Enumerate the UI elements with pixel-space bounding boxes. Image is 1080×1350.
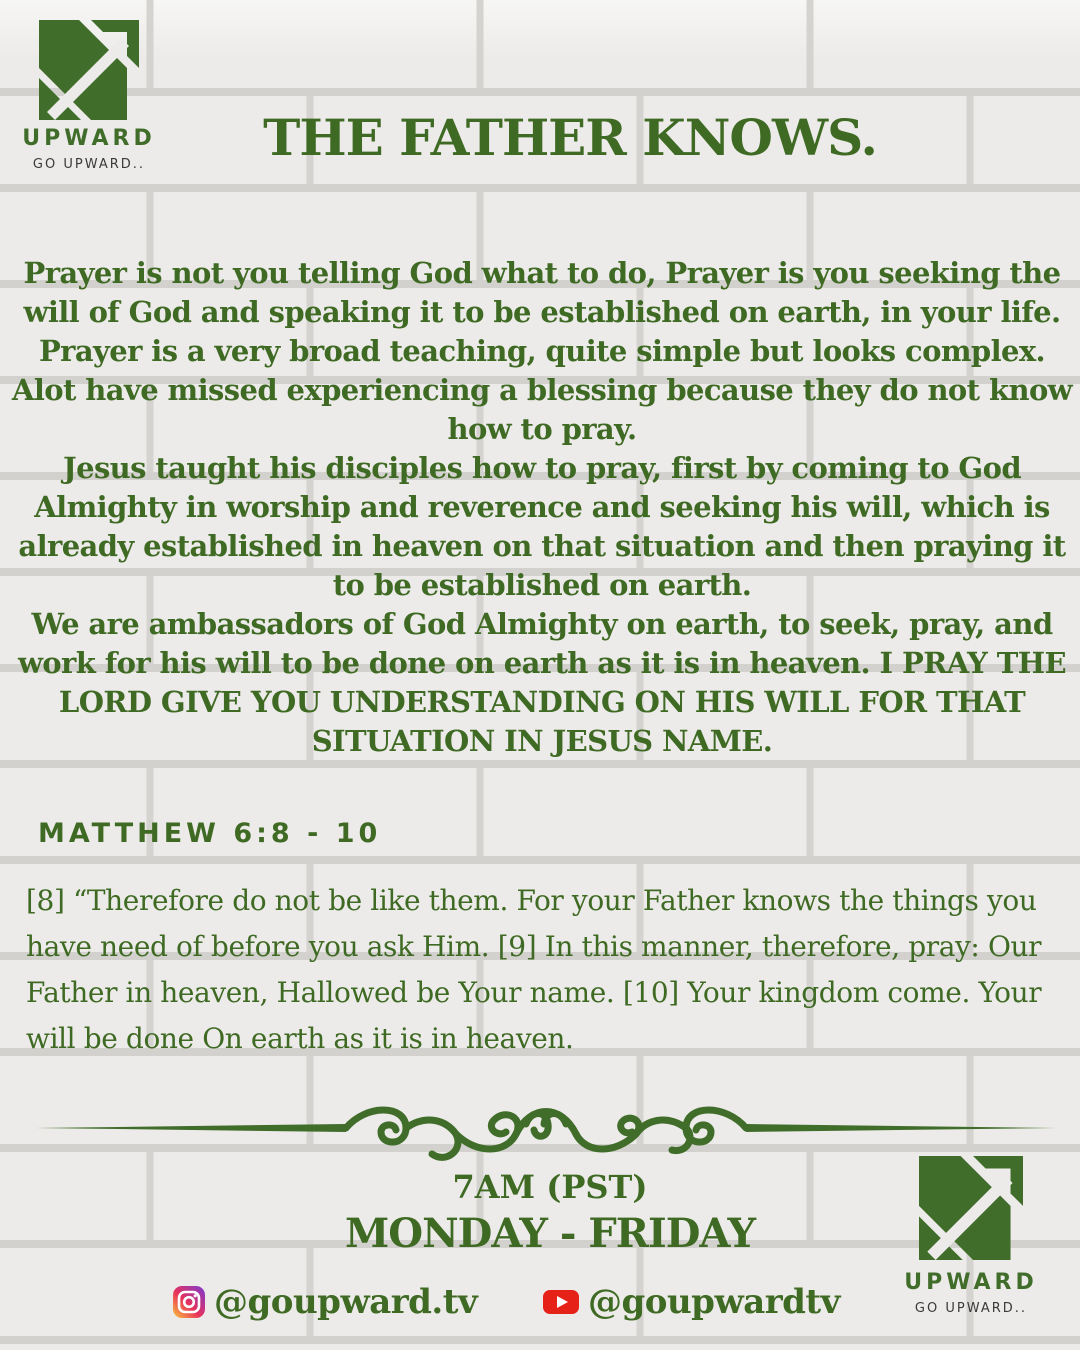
devotional-body — [8, 254, 1076, 761]
brand-logo-top — [14, 20, 164, 172]
youtube-handle: @goupwardtv — [588, 1282, 840, 1322]
schedule-days: MONDAY - FRIDAY — [344, 1210, 756, 1257]
schedule-time: 7AM (PST) — [452, 1168, 648, 1206]
brand-tagline: GO UPWARD.. — [914, 1301, 1028, 1316]
scripture-reference: MATTHEW 6:8 - 10 — [38, 818, 382, 849]
body-paragraph: Jesus taught his disciples how to pray, first by coming to God Almighty in worship and reverence and seeking his will, which is already established in heaven on that situation and then praying it to be established on earth. — [18, 451, 1066, 602]
brand-name: UPWARD — [904, 1270, 1038, 1295]
instagram-icon — [172, 1285, 206, 1319]
upward-arrow-logo-icon — [39, 20, 139, 120]
youtube-icon — [542, 1288, 580, 1316]
page-title: THE FATHER KNOWS. — [263, 108, 877, 167]
body-paragraph: We are ambassadors of God Almighty on earth, to seek, pray, and work for his will to be done on earth as it is in heaven. I PRAY THE LORD GIVE YOU UNDERSTANDING ON HIS WILL FOR THAT SITUATION IN JESUS NAME. — [17, 607, 1067, 758]
instagram-handle: @goupward.tv — [214, 1282, 478, 1322]
upward-arrow-logo-icon — [919, 1156, 1023, 1260]
brand-logo-bottom — [896, 1156, 1046, 1316]
brand-tagline: GO UPWARD.. — [32, 157, 146, 172]
scripture-text: [8] “Therefore do not be like them. For your Father knows the things you have need of before you ask Him. [9] In this manner, therefore, pray: Our Father in heaven, Hallowed be Your name. [10] Your kingdom come. Your will be done On earth as it is in heaven. — [26, 884, 1042, 1055]
youtube-handle-link[interactable] — [542, 1282, 840, 1322]
brand-name: UPWARD — [22, 126, 156, 151]
body-paragraph: Prayer is not you telling God what to do, Prayer is you seeking the will of God and speaking it to be established on earth, in your life. Prayer is a very broad teaching, quite simple but looks complex. Alot have missed experiencing a blessing because they do not know how to pray. — [11, 256, 1073, 446]
instagram-handle-link[interactable] — [172, 1282, 477, 1322]
